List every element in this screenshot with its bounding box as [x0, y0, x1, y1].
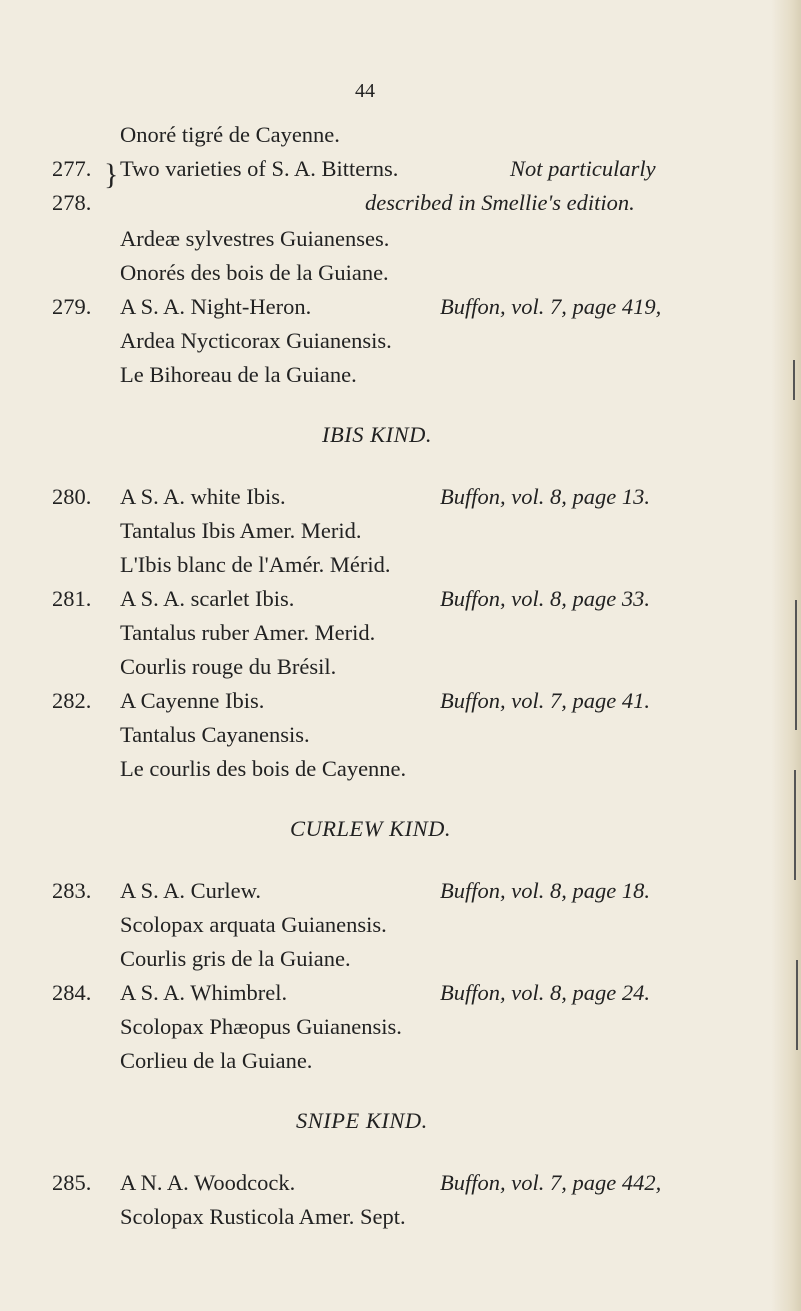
entry-number: 279. — [52, 294, 92, 319]
citation: Buffon, vol. 7, page 442, — [440, 1170, 662, 1195]
entry-line: Ardea Nycticorax Guianensis. — [120, 328, 392, 353]
entry-line: A S. A. scarlet Ibis. — [120, 586, 295, 611]
citation: Buffon, vol. 7, page 41. — [440, 688, 650, 713]
entry-line: A S. A. Curlew. — [120, 878, 262, 903]
entry-line: A Cayenne Ibis. — [120, 688, 265, 713]
entry-line: Tantalus ruber Amer. Merid. — [120, 620, 376, 645]
citation: Buffon, vol. 8, page 24. — [440, 980, 650, 1005]
citation: Buffon, vol. 8, page 33. — [440, 586, 650, 611]
entry-number: 281. — [52, 586, 92, 611]
entry-number: 278. — [52, 190, 92, 215]
section-heading: SNIPE KIND. — [296, 1108, 428, 1133]
edge-mark — [795, 600, 797, 730]
edge-mark — [793, 360, 795, 400]
entry-line: Onoré tigré de Cayenne. — [120, 122, 340, 147]
edge-mark — [796, 960, 798, 1050]
entry-line: Courlis gris de la Guiane. — [120, 946, 351, 971]
citation: Buffon, vol. 8, page 13. — [440, 484, 650, 509]
entry-line: A S. A. Whimbrel. — [120, 980, 288, 1005]
section-heading: IBIS KIND. — [322, 422, 432, 447]
entry-line: Tantalus Ibis Amer. Merid. — [120, 518, 362, 543]
entry-line: Two varieties of S. A. Bitterns. — [120, 156, 399, 181]
entry-number: 282. — [52, 688, 92, 713]
entry-number: 284. — [52, 980, 92, 1005]
entry-line: A S. A. white Ibis. — [120, 484, 286, 509]
citation: Buffon, vol. 7, page 419, — [440, 294, 662, 319]
entry-number: 280. — [52, 484, 92, 509]
entry-number: 277. — [52, 156, 92, 181]
citation: described in Smellie's edition. — [365, 190, 635, 215]
citation: Not particularly — [510, 156, 656, 181]
entry-line: Scolopax Rusticola Amer. Sept. — [120, 1204, 406, 1229]
entry-line: Onorés des bois de la Guiane. — [120, 260, 389, 285]
entry-line: Corlieu de la Guiane. — [120, 1048, 313, 1073]
entry-number: 283. — [52, 878, 92, 903]
entry-line: Le courlis des bois de Cayenne. — [120, 756, 407, 781]
entry-line: Ardeæ sylvestres Guianenses. — [120, 226, 390, 251]
page-number: 44 — [355, 80, 375, 102]
entry-line: Courlis rouge du Brésil. — [120, 654, 337, 679]
entry-line: L'Ibis blanc de l'Amér. Mérid. — [120, 552, 391, 577]
entry-line: Tantalus Cayanensis. — [120, 722, 310, 747]
entry-line: A S. A. Night-Heron. — [120, 294, 312, 319]
brace: } — [104, 158, 119, 191]
entry-line: Scolopax Phæopus Guianensis. — [120, 1014, 402, 1039]
entry-line: Le Bihoreau de la Guiane. — [120, 362, 357, 387]
entry-number: 285. — [52, 1170, 92, 1195]
edge-mark — [794, 770, 796, 880]
entry-line: Scolopax arquata Guianensis. — [120, 912, 387, 937]
citation: Buffon, vol. 8, page 18. — [440, 878, 650, 903]
entry-line: A N. A. Woodcock. — [120, 1170, 296, 1195]
section-heading: CURLEW KIND. — [290, 816, 452, 841]
